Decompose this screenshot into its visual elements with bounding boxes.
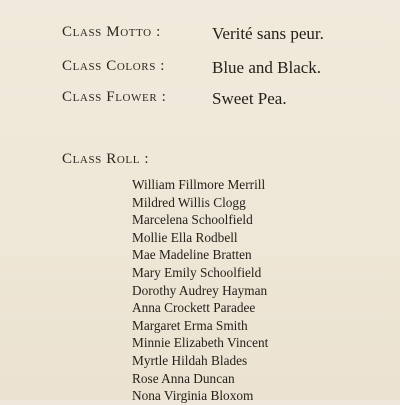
roll-name: Mildred Willis Clogg	[132, 194, 246, 210]
class-colors-label: Class Colors :	[62, 58, 166, 74]
roll-name: Marcelena Schoolfield	[132, 212, 253, 228]
roll-name: Mollie Ella Rodbell	[132, 229, 238, 245]
roll-name: Dorothy Audrey Hayman	[132, 282, 268, 298]
roll-name: Margaret Erma Smith	[132, 317, 248, 333]
roll-name: Myrtle Hildah Blades	[132, 352, 248, 368]
class-roll-list	[132, 176, 268, 405]
class-flower-label: Class Flower :	[62, 89, 167, 105]
roll-name: Mae Madeline Bratten	[132, 247, 252, 263]
roll-name: Minnie Elizabeth Vincent	[132, 335, 269, 351]
class-motto-label: Class Motto :	[62, 24, 161, 40]
class-motto-value: Verité sans peur.	[212, 24, 324, 43]
roll-name: Mary Emily Schoolfield	[132, 264, 262, 280]
class-flower-value: Sweet Pea.	[212, 89, 287, 108]
roll-name: Nona Virginia Bloxom	[132, 388, 254, 404]
class-colors-value: Blue and Black.	[212, 58, 322, 77]
roll-name: William Fillmore Merrill	[132, 177, 266, 192]
class-roll-heading: Class Roll :	[62, 151, 150, 167]
roll-name: Anna Crockett Paradee	[132, 300, 256, 316]
roll-name: Rose Anna Duncan	[132, 370, 235, 386]
